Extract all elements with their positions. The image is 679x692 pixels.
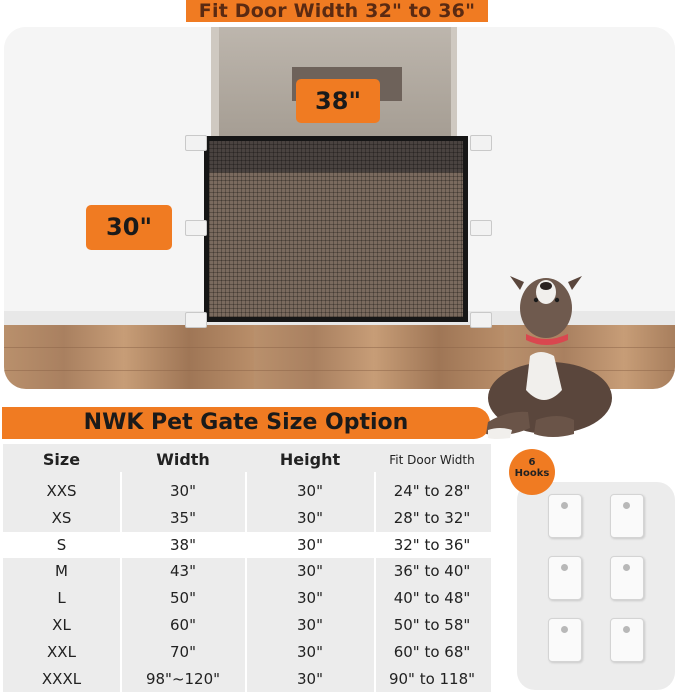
adhesive-hook-icon (548, 618, 582, 662)
table-row (3, 585, 491, 611)
table-cell: 90" to 118" (388, 669, 476, 688)
table-row (3, 612, 491, 638)
wall-hook-icon (470, 135, 492, 151)
table-cell: XS (51, 508, 72, 527)
height-badge: 30" (86, 205, 172, 250)
table-cell: M (55, 562, 68, 581)
table-cell: 30" (297, 508, 323, 527)
table-cell: 30" (297, 642, 323, 661)
table-cell: 60" to 68" (393, 642, 471, 661)
table-cell: 43" (170, 562, 196, 581)
table-cell: 50" (170, 589, 196, 608)
table-row (3, 666, 491, 692)
table-cell: 38" (170, 535, 196, 554)
table-cell: L (57, 589, 66, 608)
table-cell: 30" (297, 562, 323, 581)
adhesive-hook-icon (610, 556, 644, 600)
table-cell: 50" to 58" (393, 616, 471, 634)
table-cell: XXL (47, 642, 76, 661)
adhesive-hook-icon (610, 618, 644, 662)
table-cell: 30" (170, 482, 196, 500)
column-header-height: Height (279, 450, 341, 469)
table-cell: 70" (170, 642, 196, 661)
table-cell: 30" (297, 669, 323, 688)
hooks-count-badge (509, 449, 555, 495)
table-cell: 36" to 40" (393, 562, 471, 581)
table-cell: 60" (170, 616, 196, 634)
table-cell: XL (52, 616, 71, 634)
table-cell: 30" (297, 482, 323, 500)
hooks-count: 6 (528, 457, 536, 468)
table-cell: 24" to 28" (393, 482, 471, 500)
table-row (3, 505, 491, 531)
adhesive-hook-icon (610, 494, 644, 538)
page-title: Fit Door Width 32" to 36" (186, 0, 488, 22)
width-badge: 38" (296, 79, 380, 123)
table-cell: 30" (297, 535, 323, 554)
wall-hook-icon (185, 312, 207, 328)
hooks-panel (517, 482, 675, 690)
table-row (3, 639, 491, 665)
table-row (3, 478, 491, 504)
table-cell: 98"~120" (145, 669, 221, 688)
table-cell: S (56, 535, 67, 554)
table-cell: XXXL (41, 669, 82, 688)
table-row (3, 532, 491, 558)
hooks-label: Hooks (514, 468, 550, 479)
size-option-banner: NWK Pet Gate Size Option (2, 407, 490, 439)
adhesive-hook-icon (548, 556, 582, 600)
column-header-width: Width (156, 450, 210, 469)
adhesive-hook-icon (548, 494, 582, 538)
wall-hook-icon (185, 135, 207, 151)
table-cell: 30" (297, 589, 323, 608)
table-cell: 28" to 32" (393, 508, 471, 527)
wall-hook-icon (185, 220, 207, 236)
column-header-fit-door-width: Fit Door Width (389, 453, 475, 467)
table-cell: XXS (46, 482, 77, 500)
table-cell: 40" to 48" (393, 589, 471, 608)
column-header-size: Size (42, 450, 81, 469)
mesh-pet-gate (204, 136, 468, 322)
table-cell: 35" (170, 508, 196, 527)
table-cell: 30" (297, 616, 323, 634)
dog-photo (478, 270, 623, 442)
table-row (3, 558, 491, 584)
table-cell: 32" to 36" (393, 535, 471, 554)
wall-hook-icon (470, 220, 492, 236)
